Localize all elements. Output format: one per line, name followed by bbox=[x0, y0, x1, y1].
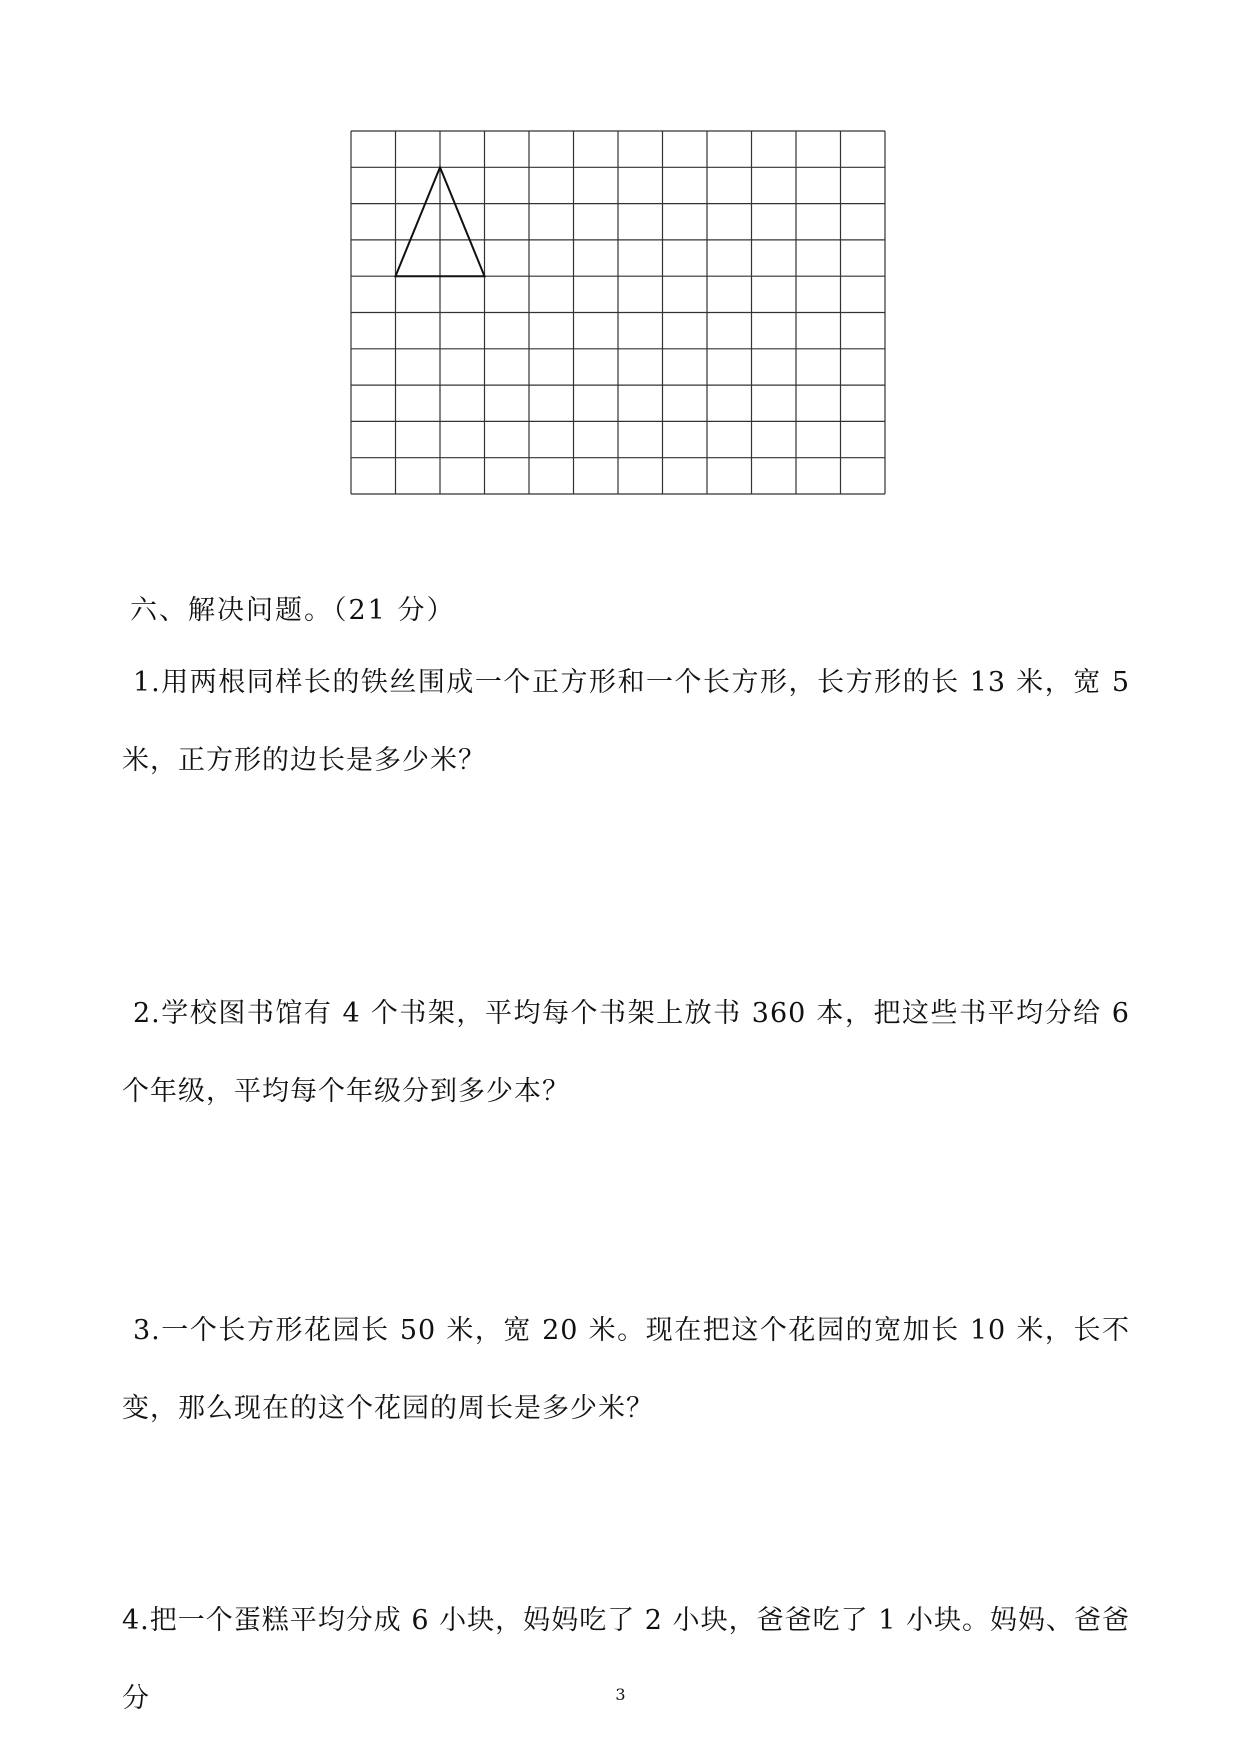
question-4: 4.把一个蛋糕平均分成 6 小块，妈妈吃了 2 小块，爸爸吃了 1 小块。妈妈、爸爸分 bbox=[122, 1605, 1130, 1714]
question-1: 1.用两根同样长的铁丝围成一个正方形和一个长方形，长方形的长 13 米，宽 5 米，正方形的边长是多少米？ bbox=[122, 667, 1130, 776]
section-title: 六、解决问题。（21 分） bbox=[130, 595, 456, 626]
question-3: 3.一个长方形花园长 50 米，宽 20 米。现在把这个花园的宽加长 10 米，长不变，那么现在的这个花园的周长是多少米？ bbox=[122, 1315, 1130, 1424]
page-number: 3 bbox=[615, 1685, 626, 1704]
grid-svg bbox=[350, 130, 886, 496]
question-2: 2.学校图书馆有 4 个书架，平均每个书架上放书 360 本，把这些书平均分给 6 个年级，平均每个年级分到多少本？ bbox=[122, 998, 1130, 1107]
grid-figure bbox=[350, 130, 886, 496]
